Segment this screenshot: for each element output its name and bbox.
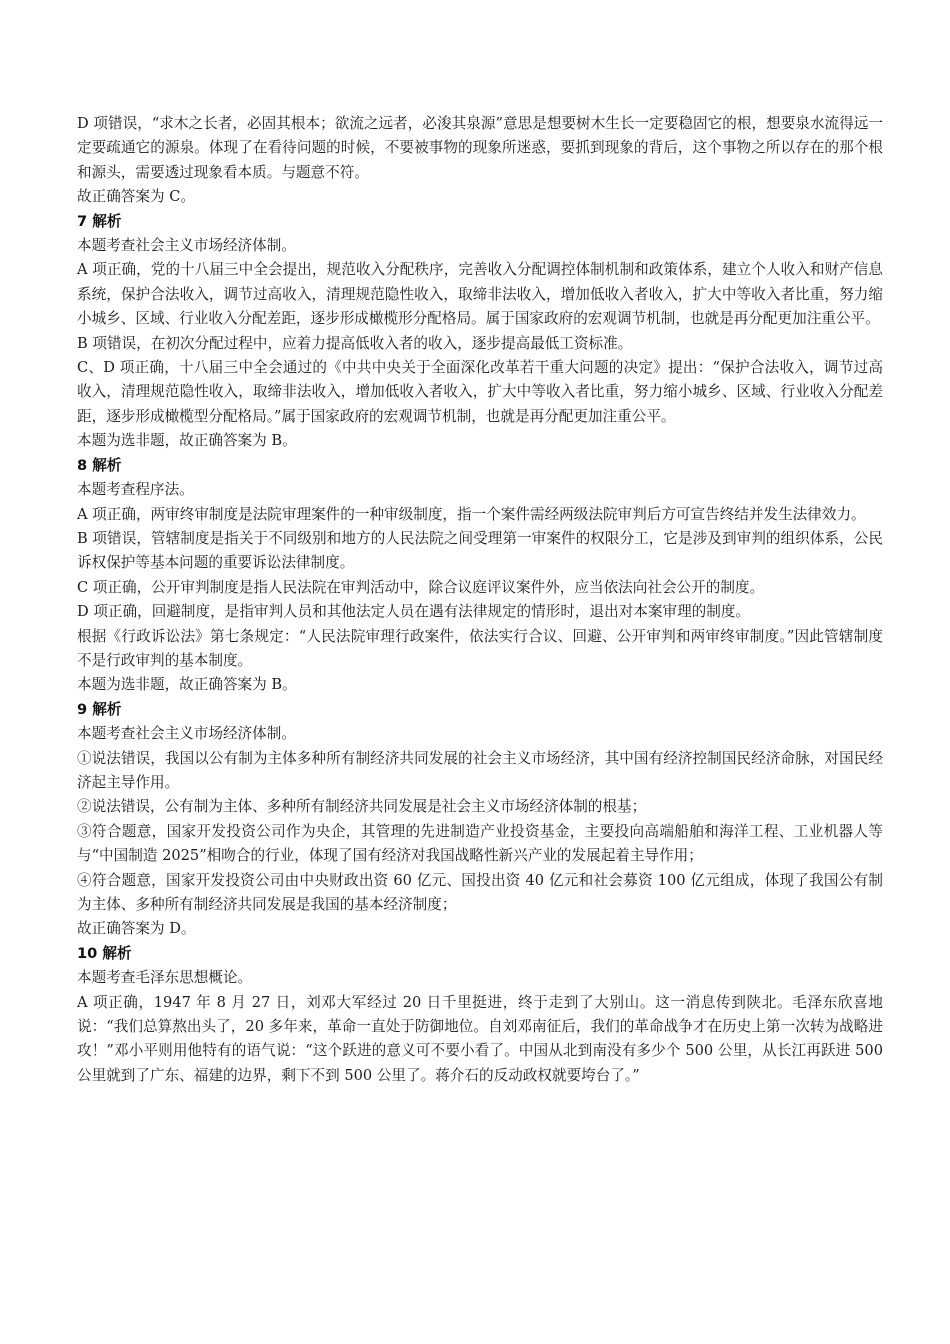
paragraph-8d: D 项正确，回避制度，是指审判人员和其他法定人员在遇有法律规定的情形时，退出对本案审理的制度。: [77, 603, 751, 621]
answer-6: 故正确答案为 C。: [77, 188, 195, 206]
section-heading-8: 8 解析: [77, 456, 122, 474]
section-heading-9: 9 解析: [77, 700, 122, 718]
intro-7: 本题考查社会主义市场经济体制。: [77, 237, 296, 255]
answer-8: 本题为选非题，故正确答案为 B。: [77, 676, 297, 694]
document-page: [77, 112, 883, 1088]
paragraph-8-law: 根据《行政诉讼法》第七条规定：“人民法院审理行政案件，依法实行合议、回避、公开审判和两审终审制度。”因此管辖制度不是行政审判的基本制度。: [77, 627, 883, 669]
paragraph-6d: D 项错误，“求木之长者，必固其根本；欲流之远者，必浚其泉源”意思是想要树木生长一定要稳固它的根，想要泉水流得远一定要疏通它的源泉。体现了在看待问题的时候，不要被事物的现象所迷惑，要抓到现象的背后，这个事物之所以存在的那个根和源头，需要透过现象看本质。与题意不符。: [77, 115, 883, 181]
intro-8: 本题考查程序法。: [77, 481, 194, 499]
paragraph-10a: A 项正确，1947 年 8 月 27 日，刘邓大军经过 20 日千里挺进，终于走到了大别山。这一消息传到陕北。毛泽东欣喜地说：“我们总算熬出头了，20 多年来，革命一直处于防御地位。自刘邓南征后，我们的革命战争才在历史上第一次转为战略进攻！”邓小平则用他特有的语气说：“这个跃进的意义可不要小看了。中国从北到南没有多少个 500 公里，从长江再跃进 500 公里就到了广东、福建的边界，剩下不到 500 公里了。蒋介石的反动政权就要垮台了。”: [77, 993, 883, 1084]
paragraph-7cd: C、D 项正确，十八届三中全会通过的《中共中央关于全面深化改革若干重大问题的决定》提出：“保护合法收入，调节过高收入，清理规范隐性收入，取缔非法收入，增加低收入者收入，扩大中等收入者比重，努力缩小城乡、区域、行业收入分配差距，逐步形成橄榄型分配格局。”属于国家政府的宏观调节机制，也就是再分配更加注重公平。: [77, 359, 883, 425]
paragraph-9-4: ④符合题意，国家开发投资公司由中央财政出资 60 亿元、国投出资 40 亿元和社会募资 100 亿元组成，体现了我国公有制为主体、多种所有制经济共同发展是我国的基本经济制度；: [77, 871, 883, 913]
paragraph-7a: A 项正确，党的十八届三中全会提出，规范收入分配秩序，完善收入分配调控体制机制和政策体系，建立个人收入和财产信息系统，保护合法收入，调节过高收入，清理规范隐性收入，取缔非法收入，增加低收入者收入，扩大中等收入者比重，努力缩小城乡、区域、行业收入分配差距，逐步形成橄榄形分配格局。属于国家政府的宏观调节机制，也就是再分配更加注重公平。: [77, 261, 883, 328]
answer-7: 本题为选非题，故正确答案为 B。: [77, 432, 297, 450]
paragraph-8c: C 项正确，公开审判制度是指人民法院在审判活动中，除合议庭评议案件外，应当依法向社会公开的制度。: [77, 578, 765, 596]
paragraph-7b: B 项错误，在初次分配过程中，应着力提高低收入者的收入，逐步提高最低工资标准。: [77, 334, 633, 352]
paragraph-9-2: ②说法错误，公有制为主体、多种所有制经济共同发展是社会主义市场经济体制的根基；: [77, 798, 647, 816]
paragraph-9-3: ③符合题意，国家开发投资公司作为央企，其管理的先进制造产业投资基金，主要投向高端船舶和海洋工程、工业机器人等与“中国制造 2025”相吻合的行业，体现了国有经济对我国战略性新兴产业的发展起着主导作用；: [77, 822, 883, 865]
paragraph-9-1: ①说法错误，我国以公有制为主体多种所有制经济共同发展的社会主义市场经济，其中国有经济控制国民经济命脉，对国民经济起主导作用。: [77, 749, 883, 791]
paragraph-8a: A 项正确，两审终审制度是法院审理案件的一种审级制度，指一个案件需经两级法院审判后方可宣告终结并发生法律效力。: [77, 505, 866, 523]
section-heading-10: 10 解析: [77, 944, 132, 962]
intro-9: 本题考查社会主义市场经济体制。: [77, 725, 296, 743]
intro-10: 本题考查毛泽东思想概论。: [77, 969, 253, 987]
section-heading-7: 7 解析: [77, 212, 122, 230]
answer-9: 故正确答案为 D。: [77, 920, 196, 938]
paragraph-8b: B 项错误，管辖制度是指关于不同级别和地方的人民法院之间受理第一审案件的权限分工，它是涉及到审判的组织体系，公民诉权保护等基本问题的重要诉讼法律制度。: [77, 529, 883, 572]
